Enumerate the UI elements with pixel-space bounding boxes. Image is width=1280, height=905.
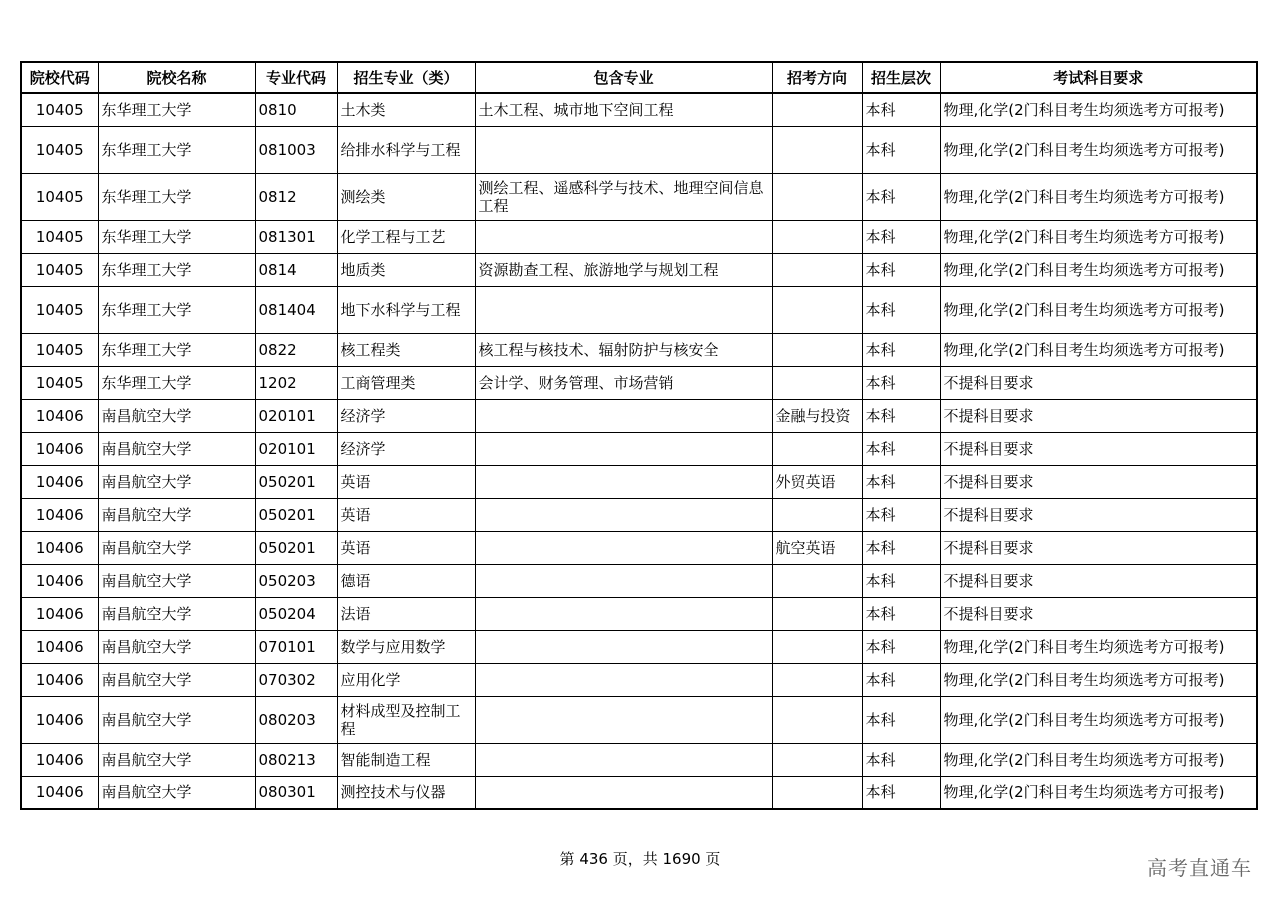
table-row [21, 220, 1257, 253]
cell-school-code: 10405 [21, 126, 98, 173]
table-row [21, 432, 1257, 465]
cell-level: 本科 [862, 399, 940, 432]
cell-school-code: 10405 [21, 93, 98, 126]
cell-includes [475, 465, 772, 498]
cell-major-code: 081301 [255, 220, 337, 253]
table-row [21, 253, 1257, 286]
cell-direction: 航空英语 [772, 531, 862, 564]
cell-level: 本科 [862, 93, 940, 126]
cell-major: 给排水科学与工程 [337, 126, 475, 173]
cell-requirement: 物理,化学(2门科目考生均须选考方可报考) [940, 743, 1257, 776]
cell-school-code: 10406 [21, 743, 98, 776]
cell-school-code: 10406 [21, 597, 98, 630]
cell-direction [772, 776, 862, 809]
cell-direction [772, 220, 862, 253]
cell-school-code: 10406 [21, 498, 98, 531]
cell-includes [475, 399, 772, 432]
cell-major: 工商管理类 [337, 366, 475, 399]
cell-includes [475, 498, 772, 531]
cell-major-code: 020101 [255, 432, 337, 465]
table-row [21, 286, 1257, 333]
table-row [21, 696, 1257, 743]
cell-major: 材料成型及控制工程 [337, 696, 475, 743]
cell-requirement: 物理,化学(2门科目考生均须选考方可报考) [940, 663, 1257, 696]
cell-requirement: 不提科目要求 [940, 366, 1257, 399]
cell-level: 本科 [862, 630, 940, 663]
cell-school-name: 东华理工大学 [98, 366, 255, 399]
cell-level: 本科 [862, 743, 940, 776]
cell-major-code: 050201 [255, 498, 337, 531]
cell-major: 智能制造工程 [337, 743, 475, 776]
cell-school-name: 南昌航空大学 [98, 465, 255, 498]
cell-major: 英语 [337, 498, 475, 531]
cell-direction [772, 173, 862, 220]
cell-major-code: 080203 [255, 696, 337, 743]
cell-school-code: 10405 [21, 253, 98, 286]
cell-direction [772, 743, 862, 776]
cell-major-code: 0812 [255, 173, 337, 220]
header-school-code: 院校代码 [21, 62, 98, 93]
cell-level: 本科 [862, 366, 940, 399]
cell-major-code: 050203 [255, 564, 337, 597]
cell-requirement: 不提科目要求 [940, 564, 1257, 597]
admission-table [20, 61, 1258, 810]
cell-school-code: 10406 [21, 465, 98, 498]
cell-includes: 核工程与核技术、辐射防护与核安全 [475, 333, 772, 366]
cell-direction [772, 597, 862, 630]
cell-includes [475, 220, 772, 253]
cell-includes [475, 696, 772, 743]
cell-level: 本科 [862, 564, 940, 597]
cell-requirement: 不提科目要求 [940, 597, 1257, 630]
cell-includes: 测绘工程、遥感科学与技术、地理空间信息工程 [475, 173, 772, 220]
cell-level: 本科 [862, 432, 940, 465]
cell-school-code: 10405 [21, 286, 98, 333]
cell-school-code: 10406 [21, 531, 98, 564]
cell-requirement: 物理,化学(2门科目考生均须选考方可报考) [940, 93, 1257, 126]
cell-school-name: 东华理工大学 [98, 93, 255, 126]
page-number: 第 436 页，共 1690 页 [559, 850, 721, 868]
watermark: 高考直通车 [1147, 856, 1252, 880]
cell-requirement: 物理,化学(2门科目考生均须选考方可报考) [940, 286, 1257, 333]
cell-major-code: 070302 [255, 663, 337, 696]
cell-direction [772, 126, 862, 173]
cell-includes: 土木工程、城市地下空间工程 [475, 93, 772, 126]
cell-school-name: 南昌航空大学 [98, 743, 255, 776]
cell-school-name: 南昌航空大学 [98, 432, 255, 465]
table-row [21, 126, 1257, 173]
table-row [21, 564, 1257, 597]
cell-major: 地质类 [337, 253, 475, 286]
cell-direction [772, 696, 862, 743]
cell-school-name: 南昌航空大学 [98, 696, 255, 743]
cell-school-code: 10406 [21, 696, 98, 743]
cell-level: 本科 [862, 173, 940, 220]
cell-major-code: 081404 [255, 286, 337, 333]
cell-school-name: 南昌航空大学 [98, 776, 255, 809]
cell-major: 经济学 [337, 432, 475, 465]
cell-includes [475, 564, 772, 597]
header-includes: 包含专业 [475, 62, 772, 93]
cell-major-code: 0822 [255, 333, 337, 366]
cell-direction [772, 564, 862, 597]
cell-includes [475, 286, 772, 333]
table-row [21, 333, 1257, 366]
table-row [21, 597, 1257, 630]
cell-direction [772, 498, 862, 531]
cell-includes [475, 432, 772, 465]
cell-school-name: 南昌航空大学 [98, 498, 255, 531]
cell-school-code: 10406 [21, 630, 98, 663]
cell-includes [475, 743, 772, 776]
cell-requirement: 物理,化学(2门科目考生均须选考方可报考) [940, 630, 1257, 663]
cell-requirement: 不提科目要求 [940, 531, 1257, 564]
cell-includes: 会计学、财务管理、市场营销 [475, 366, 772, 399]
cell-major-code: 0810 [255, 93, 337, 126]
cell-requirement: 物理,化学(2门科目考生均须选考方可报考) [940, 126, 1257, 173]
cell-direction [772, 432, 862, 465]
cell-includes [475, 126, 772, 173]
cell-major: 化学工程与工艺 [337, 220, 475, 253]
cell-school-name: 南昌航空大学 [98, 531, 255, 564]
cell-direction [772, 253, 862, 286]
cell-major: 经济学 [337, 399, 475, 432]
cell-level: 本科 [862, 597, 940, 630]
cell-school-code: 10405 [21, 333, 98, 366]
cell-major-code: 080301 [255, 776, 337, 809]
cell-requirement: 不提科目要求 [940, 498, 1257, 531]
cell-major-code: 050204 [255, 597, 337, 630]
table-row [21, 743, 1257, 776]
cell-requirement: 物理,化学(2门科目考生均须选考方可报考) [940, 220, 1257, 253]
cell-requirement: 物理,化学(2门科目考生均须选考方可报考) [940, 173, 1257, 220]
table-row [21, 663, 1257, 696]
cell-school-code: 10405 [21, 173, 98, 220]
cell-includes [475, 630, 772, 663]
cell-includes [475, 531, 772, 564]
cell-level: 本科 [862, 286, 940, 333]
table-row [21, 630, 1257, 663]
cell-major-code: 070101 [255, 630, 337, 663]
cell-requirement: 不提科目要求 [940, 432, 1257, 465]
cell-major-code: 081003 [255, 126, 337, 173]
cell-major-code: 050201 [255, 531, 337, 564]
cell-school-name: 东华理工大学 [98, 220, 255, 253]
table-row [21, 173, 1257, 220]
cell-major-code: 0814 [255, 253, 337, 286]
cell-major-code: 020101 [255, 399, 337, 432]
cell-major: 法语 [337, 597, 475, 630]
cell-direction: 金融与投资 [772, 399, 862, 432]
cell-requirement: 不提科目要求 [940, 399, 1257, 432]
header-requirement: 考试科目要求 [940, 62, 1257, 93]
cell-major-code: 050201 [255, 465, 337, 498]
cell-direction [772, 93, 862, 126]
table-row [21, 498, 1257, 531]
cell-includes: 资源勘查工程、旅游地学与规划工程 [475, 253, 772, 286]
cell-level: 本科 [862, 498, 940, 531]
cell-includes [475, 597, 772, 630]
cell-school-name: 东华理工大学 [98, 173, 255, 220]
cell-direction [772, 286, 862, 333]
table-row [21, 399, 1257, 432]
table-row [21, 531, 1257, 564]
cell-major: 土木类 [337, 93, 475, 126]
cell-level: 本科 [862, 465, 940, 498]
cell-school-name: 东华理工大学 [98, 333, 255, 366]
cell-level: 本科 [862, 696, 940, 743]
table-row [21, 93, 1257, 126]
table-row [21, 465, 1257, 498]
cell-direction [772, 630, 862, 663]
cell-requirement: 物理,化学(2门科目考生均须选考方可报考) [940, 253, 1257, 286]
cell-school-name: 东华理工大学 [98, 286, 255, 333]
cell-includes [475, 776, 772, 809]
cell-level: 本科 [862, 126, 940, 173]
table-header-row [21, 62, 1257, 93]
cell-school-name: 东华理工大学 [98, 253, 255, 286]
cell-major: 地下水科学与工程 [337, 286, 475, 333]
cell-school-code: 10406 [21, 399, 98, 432]
cell-level: 本科 [862, 333, 940, 366]
cell-direction [772, 366, 862, 399]
cell-school-name: 南昌航空大学 [98, 630, 255, 663]
cell-direction [772, 333, 862, 366]
cell-direction: 外贸英语 [772, 465, 862, 498]
cell-level: 本科 [862, 663, 940, 696]
header-school-name: 院校名称 [98, 62, 255, 93]
cell-school-code: 10405 [21, 366, 98, 399]
table-body [21, 93, 1257, 809]
cell-major: 数学与应用数学 [337, 630, 475, 663]
cell-level: 本科 [862, 253, 940, 286]
cell-school-code: 10406 [21, 564, 98, 597]
header-major-code: 专业代码 [255, 62, 337, 93]
header-level: 招生层次 [862, 62, 940, 93]
cell-level: 本科 [862, 776, 940, 809]
cell-major-code: 080213 [255, 743, 337, 776]
cell-school-name: 南昌航空大学 [98, 663, 255, 696]
cell-requirement: 物理,化学(2门科目考生均须选考方可报考) [940, 333, 1257, 366]
table-row [21, 366, 1257, 399]
table-row [21, 776, 1257, 809]
cell-major: 测控技术与仪器 [337, 776, 475, 809]
cell-major: 英语 [337, 465, 475, 498]
cell-major: 核工程类 [337, 333, 475, 366]
cell-major: 英语 [337, 531, 475, 564]
cell-level: 本科 [862, 220, 940, 253]
cell-school-name: 南昌航空大学 [98, 564, 255, 597]
cell-major: 应用化学 [337, 663, 475, 696]
cell-school-name: 南昌航空大学 [98, 597, 255, 630]
cell-school-name: 南昌航空大学 [98, 399, 255, 432]
cell-requirement: 物理,化学(2门科目考生均须选考方可报考) [940, 776, 1257, 809]
header-direction: 招考方向 [772, 62, 862, 93]
cell-major: 德语 [337, 564, 475, 597]
cell-major-code: 1202 [255, 366, 337, 399]
cell-school-code: 10405 [21, 220, 98, 253]
cell-major: 测绘类 [337, 173, 475, 220]
cell-direction [772, 663, 862, 696]
cell-school-code: 10406 [21, 663, 98, 696]
cell-school-code: 10406 [21, 776, 98, 809]
cell-level: 本科 [862, 531, 940, 564]
cell-requirement: 物理,化学(2门科目考生均须选考方可报考) [940, 696, 1257, 743]
header-major: 招生专业（类） [337, 62, 475, 93]
cell-school-name: 东华理工大学 [98, 126, 255, 173]
cell-includes [475, 663, 772, 696]
cell-school-code: 10406 [21, 432, 98, 465]
cell-requirement: 不提科目要求 [940, 465, 1257, 498]
